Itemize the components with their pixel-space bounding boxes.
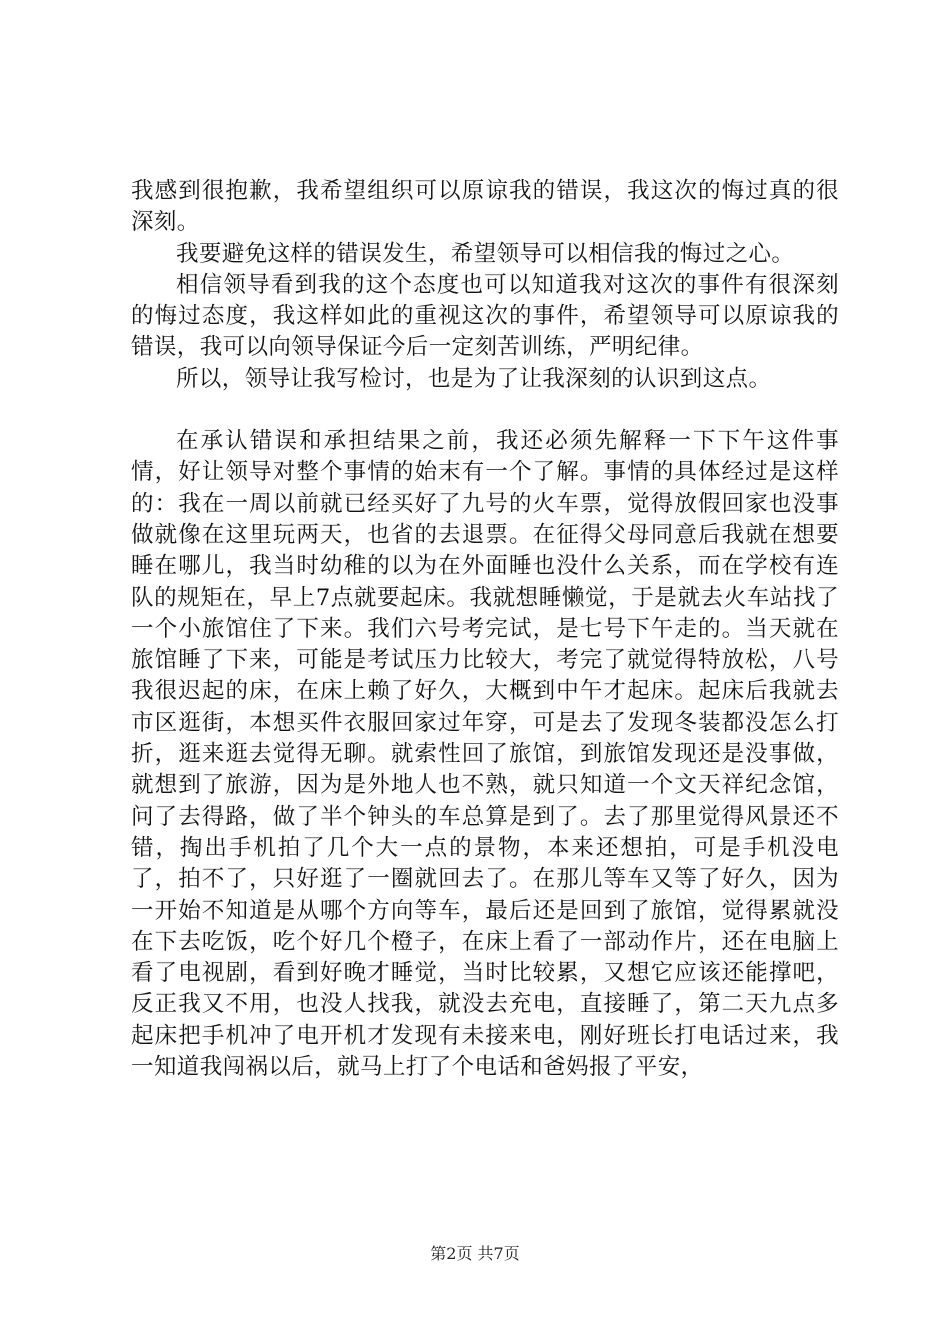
paragraph-attitude: 相信领导看到我的这个态度也可以知道我对这次的事件有很深刻的悔过态度，我这样如此的重视这次的事件，希望领导可以原谅我的错误，我可以向领导保证今后一定刻苦训练，严明纪律。 <box>131 271 839 361</box>
paragraph-gap <box>131 395 839 426</box>
paragraph-apology: 我感到很抱歉，我希望组织可以原谅我的错误，我这次的悔过真的很深刻。 <box>131 178 839 236</box>
paragraph-avoid-mistake: 我要避免这样的错误发生，希望领导可以相信我的悔过之心。 <box>176 240 795 267</box>
page-number-footer: 第2页 共7页 <box>430 1244 520 1263</box>
document-body <box>131 176 839 1083</box>
paragraph-reason: 所以，领导让我写检讨，也是为了让我深刻的认识到这点。 <box>176 365 772 392</box>
paragraph-explanation: 在承认错误和承担结果之前，我还必须先解释一下下午这件事情，好让领导对整个事情的始末有一个了解。事情的具体经过是这样的：我在一周以前就已经买好了九号的火车票，觉得放假回家也没事做就像在这里玩两天，也省的去退票。在征得父母同意后我就在想要睡在哪儿，我当时幼稚的以为在外面睡也没什么关系，而在学校有连队的规矩在，早上7点就要起床。我就想睡懒觉，于是就去火车站找了一个小旅馆住了下来。我们六号考完试，是七号下午走的。当天就在旅馆睡了下来，可能是考试压力比较大，考完了就觉得特放松，八号我很迟起的床，在床上赖了好久，大概到中午才起床。起床后我就去市区逛街，本想买件衣服回家过年穿，可是去了发现冬装都没怎么打折，逛来逛去觉得无聊。就索性回了旅馆，到旅馆发现还是没事做，就想到了旅游，因为是外地人也不熟，就只知道一个文天祥纪念馆，问了去得路，做了半个钟头的车总算是到了。去了那里觉得风景还不错，掏出手机拍了几个大一点的景物，本来还想拍，可是手机没电了，拍不了，只好逛了一圈就回去了。在那儿等车又等了好久，因为一开始不知道是从哪个方向等车，最后还是回到了旅馆，觉得累就没在下去吃饭，吃个好几个橙子，在床上看了一部动作片，还在电脑上看了电视剧，看到好晚才睡觉，当时比较累，又想它应该还能撑吧，反正我又不用，也没人找我，就没去充电，直接睡了，第二天九点多起床把手机冲了电开机才发现有未接来电，刚好班长打电话过来，我一知道我闯祸以后，就马上打了个电话和爸妈报了平安， <box>131 428 839 1081</box>
